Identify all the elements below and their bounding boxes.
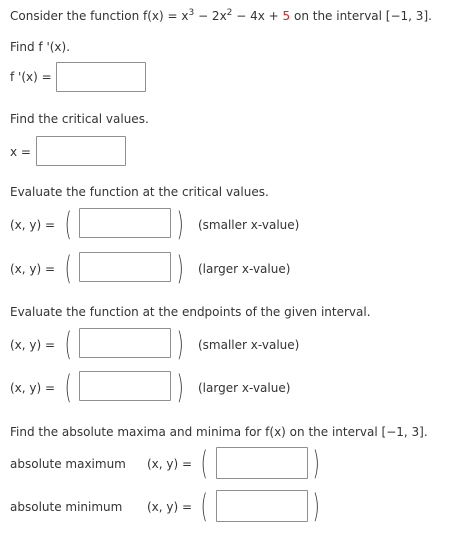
abs-extrema-prompt: Find the absolute maxima and minima for f(x) on the interval [−1, 3]. [10, 425, 428, 439]
crit-row2-label: (x, y) = [10, 262, 56, 276]
abs-min-input[interactable] [216, 490, 308, 522]
open-paren: ( [64, 325, 72, 363]
exponent-2: 2 [226, 8, 233, 18]
eq-part2: − 2x [194, 9, 227, 23]
problem-statement [10, 9, 432, 23]
close-paren: ) [176, 368, 184, 406]
abs-max-label: absolute maximum [10, 457, 126, 471]
endpoint-eval-prompt: Evaluate the function at the endpoints of the given interval. [10, 305, 371, 319]
eq-part1: = x [163, 9, 189, 23]
constant-term: 5 [282, 9, 291, 23]
open-paren: ( [64, 368, 72, 406]
close-paren: ) [176, 249, 184, 287]
derivative-input[interactable] [56, 62, 146, 92]
close-paren: ) [312, 444, 320, 482]
end-row2-label: (x, y) = [10, 381, 56, 395]
open-paren: ( [200, 487, 208, 525]
abs-min-lhs: (x, y) = [147, 500, 193, 514]
end-row1-note: (smaller x-value) [198, 338, 300, 352]
critical-values-label: x = [10, 145, 31, 159]
end-row1-label: (x, y) = [10, 338, 56, 352]
exponent-3: 3 [188, 8, 195, 18]
close-paren: ) [176, 205, 184, 243]
critical-eval-prompt: Evaluate the function at the critical values. [10, 185, 269, 199]
end-smaller-input[interactable] [79, 328, 171, 358]
abs-min-label: absolute minimum [10, 500, 123, 514]
close-paren: ) [176, 325, 184, 363]
open-paren: ( [64, 205, 72, 243]
critical-values-input[interactable] [36, 136, 126, 166]
derivative-label: f '(x) = [10, 70, 52, 84]
open-paren: ( [64, 249, 72, 287]
abs-max-lhs: (x, y) = [147, 457, 193, 471]
crit-row1-note: (smaller x-value) [198, 218, 300, 232]
interval-text: on the interval [−1, 3]. [290, 9, 432, 23]
crit-smaller-input[interactable] [79, 208, 171, 238]
critical-values-prompt: Find the critical values. [10, 112, 149, 126]
crit-row2-note: (larger x-value) [198, 262, 291, 276]
close-paren: ) [312, 487, 320, 525]
problem-prefix: Consider the function [10, 9, 144, 23]
crit-row1-label: (x, y) = [10, 218, 56, 232]
open-paren: ( [200, 444, 208, 482]
end-larger-input[interactable] [79, 371, 171, 401]
function-name: f(x) [143, 9, 164, 23]
abs-max-input[interactable] [216, 447, 308, 479]
eq-part3: − 4x + [232, 9, 283, 23]
crit-larger-input[interactable] [79, 252, 171, 282]
end-row2-note: (larger x-value) [198, 381, 291, 395]
derivative-prompt: Find f '(x). [10, 40, 71, 54]
